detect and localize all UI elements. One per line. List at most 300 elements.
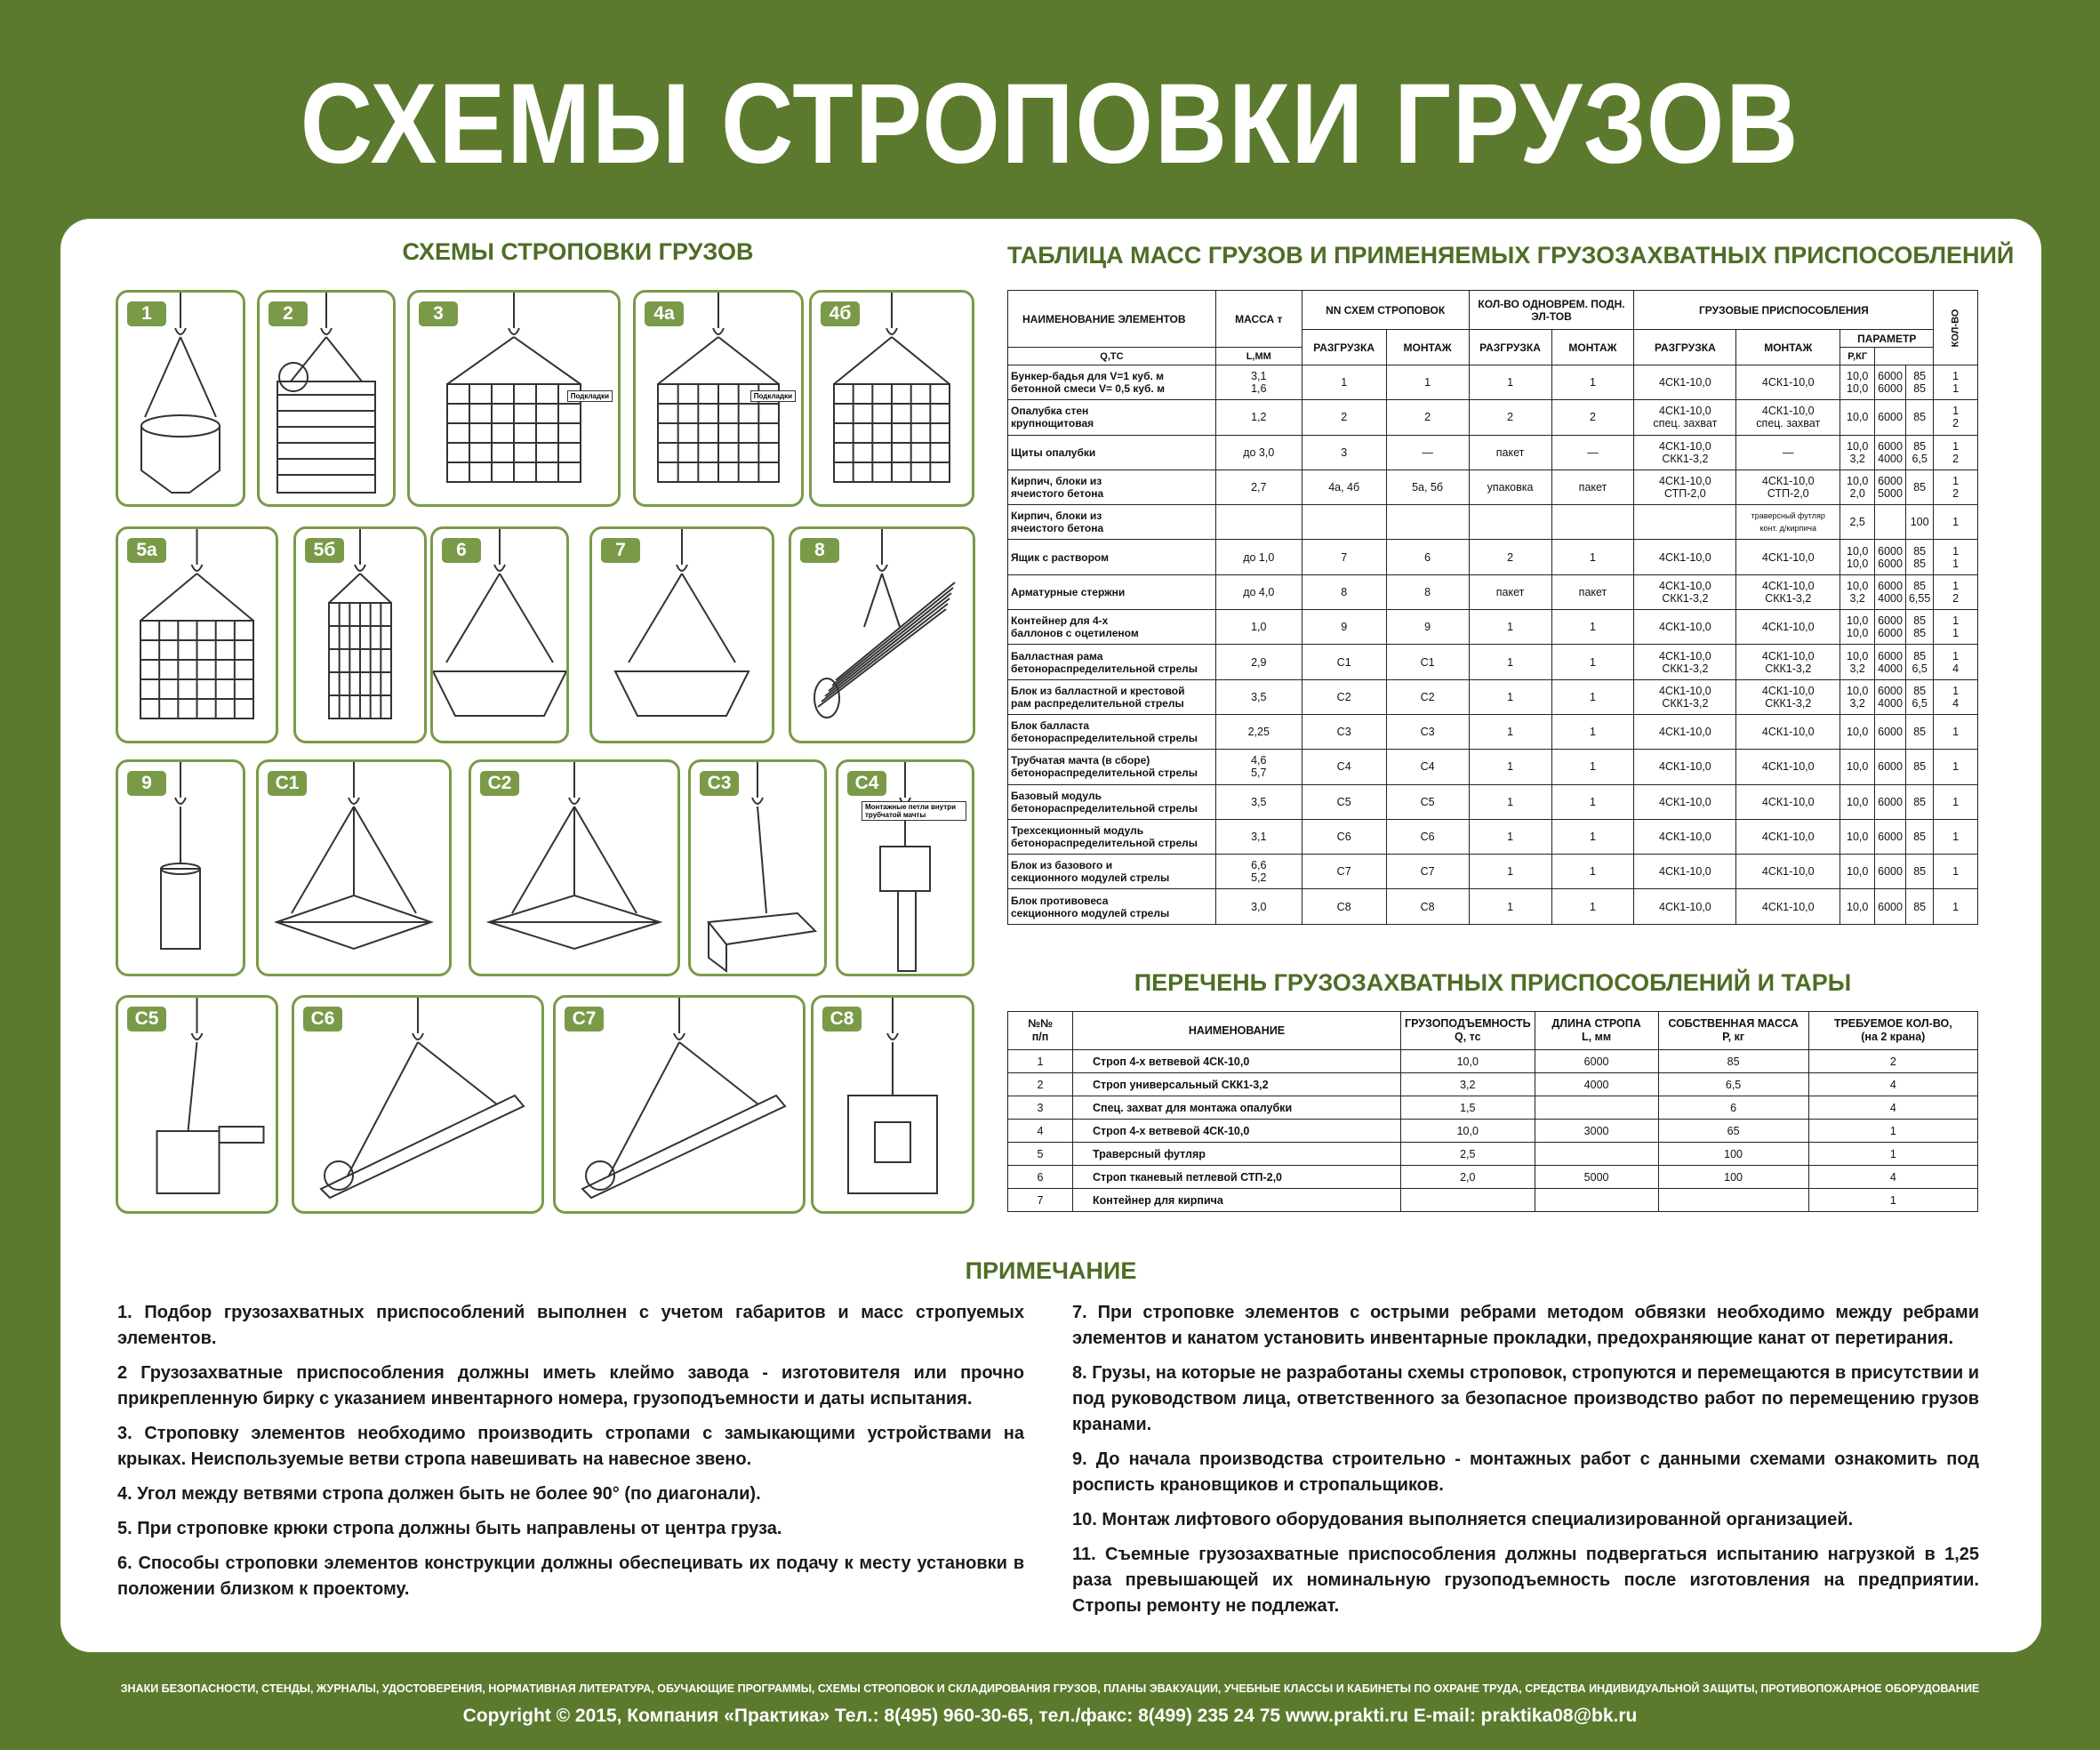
cell-k: 1 (1934, 784, 1978, 819)
cell-mass: 2,9 (1215, 645, 1302, 679)
cell-q: 10,0 3,2 (1840, 574, 1875, 609)
scheme-badge: С2 (480, 771, 519, 796)
scheme-card-6 (116, 526, 278, 743)
cell-q: 10,0 10,0 (1840, 540, 1875, 574)
col-mass: МАССА т (1215, 291, 1302, 348)
cell-d1: 4СК1-10,0 (1634, 819, 1736, 854)
col-count-mount: МОНТАЖ (1551, 330, 1634, 365)
cell-s1: С7 (1302, 855, 1386, 889)
col-q: Q,ТС (1008, 348, 1216, 365)
scheme-card-18 (553, 995, 806, 1214)
cell-s1: С6 (1302, 819, 1386, 854)
loads-row (1008, 784, 1978, 819)
cell-d2: 4СК1-10,0 СКК1-3,2 (1736, 574, 1840, 609)
scheme-badge: С4 (847, 771, 886, 796)
devices-row (1008, 1073, 1978, 1096)
devices-row (1008, 1050, 1978, 1073)
note-item: 3. Строповку элементов необходимо производить стропами с замыкающими устройствами на крыках. Неиспользуемые ветви стропа навешивать на навесное звено. (117, 1424, 1024, 1469)
schemes-title: СХЕМЫ СТРОПОВКИ ГРУЗОВ (402, 238, 754, 265)
cell-mass: 3,1 1,6 (1215, 365, 1302, 400)
cell-q: 10,0 (1401, 1050, 1535, 1073)
cell-p: 85 (1905, 855, 1933, 889)
cell-s1: 4а, 4б (1302, 470, 1386, 504)
cell-l: 6000 (1875, 855, 1906, 889)
cell-p: 85 (1905, 400, 1933, 435)
cell-mass: 3,5 (1215, 679, 1302, 714)
cell-d2: 4СК1-10,0 спец. захват (1736, 400, 1840, 435)
cell-l (1535, 1143, 1658, 1166)
notes-title: ПРИМЕЧАНИЕ (965, 1257, 1137, 1284)
cell-p: 85 (1905, 714, 1933, 749)
note-item: 11. Съемные грузозахватные приспособления должны подвергаться испытанию нагрузкой в 1,25 раза превышающей их номинальную грузоподъемность после изготовления на предприятии. Стропы ремонту не подлежат. (1072, 1545, 1979, 1616)
cell-mass: 2,7 (1215, 470, 1302, 504)
scheme-card-8 (430, 526, 569, 743)
cell-c1: 1 (1469, 610, 1551, 645)
scheme-tag: Подкладки (567, 390, 613, 402)
col-dev-unload: РАЗГРУЗКА (1634, 330, 1736, 365)
cell-d1: 4СК1-10,0 (1634, 714, 1736, 749)
cell-mass: 3,5 (1215, 784, 1302, 819)
cell-mass: до 1,0 (1215, 540, 1302, 574)
cell-k: 1 (1934, 819, 1978, 854)
scheme-card-13 (469, 759, 680, 976)
cell-s2: С1 (1386, 645, 1469, 679)
cell-d2: 4СК1-10,0 (1736, 819, 1840, 854)
loads-row (1008, 365, 1978, 400)
cell-l: 3000 (1535, 1120, 1658, 1143)
scheme-card-11 (116, 759, 245, 976)
cell-q: 10,0 (1840, 889, 1875, 924)
loads-row (1008, 540, 1978, 574)
scheme-badge: 9 (127, 771, 166, 796)
cell-s2: С3 (1386, 714, 1469, 749)
cell-q: 2,5 (1840, 505, 1875, 540)
scheme-card-14 (688, 759, 827, 976)
cell-s2: С8 (1386, 889, 1469, 924)
cell-mass: 3,0 (1215, 889, 1302, 924)
cell-c1: 1 (1469, 889, 1551, 924)
loads-row (1008, 645, 1978, 679)
cell-name: Контейнер для 4-х баллонов с оцетиленом (1008, 610, 1216, 645)
scheme-badge: 5а (127, 538, 166, 563)
loads-row (1008, 400, 1978, 435)
cell-s2: — (1386, 435, 1469, 470)
cell-n: 6 (1008, 1166, 1073, 1189)
cell-q: 1,5 (1401, 1096, 1535, 1120)
cell-c1: 1 (1469, 750, 1551, 784)
devices-row (1008, 1096, 1978, 1120)
cell-p: 100 (1658, 1166, 1808, 1189)
footer-services: ЗНАКИ БЕЗОПАСНОСТИ, СТЕНДЫ, ЖУРНАЛЫ, УДОСТОВЕРЕНИЯ, НОРМАТИВНАЯ ЛИТЕРАТУРА, ОБУЧАЮЩИЕ ПРОГРАММЫ, СХЕМЫ СТРОПОВОК И СКЛАДИРОВАНИЯ ГРУЗОВ, ПЛАНЫ ЭВАКУАЦИИ, УЧЕБНЫЕ КЛАССЫ И КАБИНЕТЫ ПО ОХРАНЕ ТРУДА, СРЕДСТВА ИНДИВИДУАЛЬНОЙ ЗАЩИТЫ, ПРОТИВОПОЖАРНОЕ ОБОРУДОВАНИЕ (120, 1682, 1980, 1695)
cell-c1: упаковка (1469, 470, 1551, 504)
scheme-card-17 (292, 995, 544, 1214)
scheme-card-3 (407, 290, 621, 507)
cell-p (1658, 1189, 1808, 1212)
cell-s2: 2 (1386, 400, 1469, 435)
cell-s2: С7 (1386, 855, 1469, 889)
col-l: L,ММ (1215, 348, 1302, 365)
devices-row (1008, 1189, 1978, 1212)
loads-row (1008, 610, 1978, 645)
cell-name: Спец. захват для монтажа опалубки (1073, 1096, 1401, 1120)
col-nn: NN СХЕМ СТРОПОВОК (1302, 291, 1469, 330)
cell-p: 100 (1905, 505, 1933, 540)
cell-name: Блок противовеса секционного модулей стрелы (1008, 889, 1216, 924)
cell-d1: 4СК1-10,0 (1634, 540, 1736, 574)
scheme-card-7 (293, 526, 427, 743)
cell-p: 85 (1905, 470, 1933, 504)
cell-c1: 1 (1469, 365, 1551, 400)
cell-k: 1 1 (1934, 540, 1978, 574)
cell-s1: С2 (1302, 679, 1386, 714)
cell-q: 10,0 3,2 (1840, 679, 1875, 714)
cell-s2: С5 (1386, 784, 1469, 819)
devices-row (1008, 1166, 1978, 1189)
cell-q: 3,2 (1401, 1073, 1535, 1096)
note-item: 5. При строповке крюки стропа должны быть направлены от центра груза. (117, 1519, 782, 1538)
page-title: СХЕМЫ СТРОПОВКИ ГРУЗОВ (300, 60, 1800, 188)
cell-name: Арматурные стержни (1008, 574, 1216, 609)
cell-q: 10,0 (1840, 400, 1875, 435)
loads-row (1008, 750, 1978, 784)
cell-req: 1 (1808, 1143, 1977, 1166)
cell-q: 10,0 3,2 (1840, 435, 1875, 470)
scheme-badge: С3 (700, 771, 739, 796)
loads-row (1008, 574, 1978, 609)
cell-k: 1 (1934, 714, 1978, 749)
scheme-badge: 5б (305, 538, 344, 563)
cell-l (1535, 1189, 1658, 1212)
cell-k: 1 (1934, 889, 1978, 924)
note-item: 9. До начала производства строительно - монтажных работ с данными схемами ознакомить под росписть крановщиков и стропальщиков. (1072, 1449, 1979, 1495)
cell-s1 (1302, 505, 1386, 540)
cell-c2 (1551, 505, 1634, 540)
cell-c2: 1 (1551, 750, 1634, 784)
devices-row (1008, 1143, 1978, 1166)
t2-col-p: СОБСТВЕННАЯ МАССА Р, кг (1658, 1012, 1808, 1050)
cell-l: 6000 6000 (1875, 610, 1906, 645)
cell-req: 4 (1808, 1073, 1977, 1096)
t2-col-q: ГРУЗОПОДЪЕМНОСТЬ Q, тс (1401, 1012, 1535, 1050)
cell-c1: 1 (1469, 714, 1551, 749)
cell-d1: 4СК1-10,0 СКК1-3,2 (1634, 574, 1736, 609)
cell-mass: 6,6 5,2 (1215, 855, 1302, 889)
cell-c1: пакет (1469, 574, 1551, 609)
cell-k: 1 2 (1934, 470, 1978, 504)
cell-name: Бункер-бадья для V=1 куб. м бетонной смеси V= 0,5 куб. м (1008, 365, 1216, 400)
cell-c2: 1 (1551, 679, 1634, 714)
cell-name: Строп 4-х ветвевой 4СК-10,0 (1073, 1050, 1401, 1073)
loads-table (1007, 290, 1978, 925)
scheme-badge: 4а (645, 301, 684, 326)
cell-c1: 1 (1469, 819, 1551, 854)
cell-d1: 4СК1-10,0 СКК1-3,2 (1634, 645, 1736, 679)
col-param: ПАРАМЕТР (1840, 330, 1934, 348)
cell-c1: 2 (1469, 400, 1551, 435)
cell-p: 85 85 (1905, 365, 1933, 400)
cell-s2 (1386, 505, 1469, 540)
cell-l: 6000 4000 (1875, 679, 1906, 714)
cell-c2: 1 (1551, 855, 1634, 889)
note-item: 6. Способы строповки элементов конструкции должны обеспецивать их подачу к месту установки в положении близком к проектому. (117, 1553, 1024, 1599)
scheme-badge: 6 (442, 538, 481, 563)
cell-n: 7 (1008, 1189, 1073, 1212)
col-count-unload: РАЗГРУЗКА (1469, 330, 1551, 365)
scheme-badge: 3 (419, 301, 458, 326)
loads-row (1008, 714, 1978, 749)
cell-c2: 1 (1551, 714, 1634, 749)
cell-s1: С4 (1302, 750, 1386, 784)
cell-d1: 4СК1-10,0 спец. захват (1634, 400, 1736, 435)
scheme-badge: 7 (601, 538, 640, 563)
cell-d2: 4СК1-10,0 СТП-2,0 (1736, 470, 1840, 504)
cell-l: 6000 (1875, 714, 1906, 749)
cell-s1: 7 (1302, 540, 1386, 574)
cell-p: 85 (1905, 750, 1933, 784)
scheme-card-1 (116, 290, 245, 507)
cell-q: 10,0 (1840, 750, 1875, 784)
loads-row (1008, 435, 1978, 470)
cell-name: Блок из балластной и крестовой рам распределительной стрелы (1008, 679, 1216, 714)
cell-c2: 1 (1551, 365, 1634, 400)
cell-c2: 1 (1551, 645, 1634, 679)
cell-req: 1 (1808, 1120, 1977, 1143)
cell-d2: траверсный футляр конт. д/кирпича (1736, 505, 1840, 540)
scheme-badge: 8 (800, 538, 839, 563)
cell-c2: 1 (1551, 610, 1634, 645)
scheme-badge: 4б (821, 301, 860, 326)
cell-p: 85 85 (1905, 540, 1933, 574)
cell-p: 85 85 (1905, 610, 1933, 645)
table2-title: ПЕРЕЧЕНЬ ГРУЗОЗАХВАТНЫХ ПРИСПОСОБЛЕНИЙ И ТАРЫ (1134, 969, 1852, 996)
t2-col-req: ТРЕБУЕМОЕ КОЛ-ВО, (на 2 крана) (1808, 1012, 1977, 1050)
loads-row (1008, 470, 1978, 504)
cell-l: 6000 4000 (1875, 574, 1906, 609)
cell-q: 10,0 2,0 (1840, 470, 1875, 504)
cell-s1: 1 (1302, 365, 1386, 400)
scheme-badge: С6 (303, 1007, 342, 1032)
cell-d2: 4СК1-10,0 СКК1-3,2 (1736, 679, 1840, 714)
cell-d1: 4СК1-10,0 (1634, 610, 1736, 645)
cell-d2: 4СК1-10,0 (1736, 889, 1840, 924)
cell-s2: 8 (1386, 574, 1469, 609)
cell-d1: 4СК1-10,0 (1634, 889, 1736, 924)
cell-name: Трехсекционный модуль бетонораспределительной стрелы (1008, 819, 1216, 854)
cell-q: 10,0 (1401, 1120, 1535, 1143)
footer-copyright: Copyright © 2015, Компания «Практика» Тел.: 8(495) 960-30-65, тел./факс: 8(499) 235 24 75 www.prakti.ru E-mail: praktika08@bk.ru (462, 1706, 1638, 1726)
cell-c2: — (1551, 435, 1634, 470)
col-name: НАИМЕНОВАНИЕ ЭЛЕМЕНТОВ (1008, 291, 1216, 348)
loads-row (1008, 505, 1978, 540)
cell-d1: 4СК1-10,0 (1634, 855, 1736, 889)
devices-table (1007, 1011, 1978, 1212)
cell-name: Строп универсальный СКК1-3,2 (1073, 1073, 1401, 1096)
scheme-card-15 (836, 759, 974, 976)
cell-c2: 1 (1551, 784, 1634, 819)
cell-s2: 9 (1386, 610, 1469, 645)
cell-q: 10,0 (1840, 819, 1875, 854)
cell-q: 10,0 (1840, 855, 1875, 889)
cell-mass: до 4,0 (1215, 574, 1302, 609)
cell-mass: 1,2 (1215, 400, 1302, 435)
cell-l: 6000 4000 (1875, 645, 1906, 679)
loads-row (1008, 855, 1978, 889)
cell-l: 6000 (1875, 889, 1906, 924)
cell-c2: 1 (1551, 889, 1634, 924)
cell-l: 6000 (1875, 819, 1906, 854)
cell-req: 2 (1808, 1050, 1977, 1073)
cell-q: 10,0 (1840, 714, 1875, 749)
cell-c1: 1 (1469, 645, 1551, 679)
scheme-badge: С8 (822, 1007, 862, 1032)
scheme-badge: 1 (127, 301, 166, 326)
scheme-badge: С1 (268, 771, 307, 796)
scheme-card-19 (811, 995, 974, 1214)
cell-c2: пакет (1551, 574, 1634, 609)
cell-d2: 4СК1-10,0 СКК1-3,2 (1736, 645, 1840, 679)
cell-l: 6000 4000 (1875, 435, 1906, 470)
cell-s1: С8 (1302, 889, 1386, 924)
scheme-tag: Подкладки (750, 390, 796, 402)
cell-c1: 1 (1469, 679, 1551, 714)
cell-name: Блок из базового и секционного модулей стрелы (1008, 855, 1216, 889)
cell-s1: 8 (1302, 574, 1386, 609)
cell-req: 1 (1808, 1189, 1977, 1212)
col-nn-unload: РАЗГРУЗКА (1302, 330, 1386, 365)
cell-name: Строп 4-х ветвевой 4СК-10,0 (1073, 1120, 1401, 1143)
cell-q: 2,0 (1401, 1166, 1535, 1189)
cell-n: 4 (1008, 1120, 1073, 1143)
cell-c2: 2 (1551, 400, 1634, 435)
col-dev-mount: МОНТАЖ (1736, 330, 1840, 365)
t2-col-n: №№ п/п (1008, 1012, 1073, 1050)
cell-l: 6000 6000 (1875, 540, 1906, 574)
cell-q (1401, 1189, 1535, 1212)
cell-c1: 1 (1469, 784, 1551, 819)
cell-c1: пакет (1469, 435, 1551, 470)
cell-p: 65 (1658, 1120, 1808, 1143)
cell-d2: 4СК1-10,0 (1736, 750, 1840, 784)
cell-name: Контейнер для кирпича (1073, 1189, 1401, 1212)
cell-s1: 2 (1302, 400, 1386, 435)
cell-s1: С5 (1302, 784, 1386, 819)
cell-d1: 4СК1-10,0 (1634, 365, 1736, 400)
devices-row (1008, 1120, 1978, 1143)
scheme-tag: Монтажные петли внутри трубчатой мачты (862, 801, 966, 821)
cell-d1: 4СК1-10,0 СКК1-3,2 (1634, 679, 1736, 714)
scheme-card-9 (589, 526, 774, 743)
cell-k: 1 2 (1934, 574, 1978, 609)
cell-k: 1 2 (1934, 400, 1978, 435)
cell-n: 2 (1008, 1073, 1073, 1096)
cell-d1 (1634, 505, 1736, 540)
cell-l: 6000 (1875, 784, 1906, 819)
cell-l: 6000 5000 (1875, 470, 1906, 504)
cell-l: 4000 (1535, 1073, 1658, 1096)
cell-q: 10,0 (1840, 784, 1875, 819)
cell-k: 1 (1934, 750, 1978, 784)
cell-p: 85 6,5 (1905, 645, 1933, 679)
col-nn-mount: МОНТАЖ (1386, 330, 1469, 365)
cell-name: Кирпич, блоки из ячеистого бетона (1008, 470, 1216, 504)
cell-c1: 2 (1469, 540, 1551, 574)
scheme-card-4 (633, 290, 804, 507)
cell-l: 6000 (1875, 400, 1906, 435)
cell-k: 1 (1934, 505, 1978, 540)
cell-s1: 3 (1302, 435, 1386, 470)
cell-name: Опалубка стен крупнощитовая (1008, 400, 1216, 435)
cell-n: 5 (1008, 1143, 1073, 1166)
cell-s2: 1 (1386, 365, 1469, 400)
cell-mass: 4,6 5,7 (1215, 750, 1302, 784)
cell-d1: 4СК1-10,0 СКК1-3,2 (1634, 435, 1736, 470)
cell-d2: 4СК1-10,0 (1736, 714, 1840, 749)
cell-k: 1 (1934, 855, 1978, 889)
scheme-card-5 (809, 290, 974, 507)
cell-mass (1215, 505, 1302, 540)
cell-name: Кирпич, блоки из ячеистого бетона (1008, 505, 1216, 540)
cell-n: 1 (1008, 1050, 1073, 1073)
cell-mass: 3,1 (1215, 819, 1302, 854)
cell-d1: 4СК1-10,0 (1634, 750, 1736, 784)
cell-p: 85 (1658, 1050, 1808, 1073)
cell-q: 10,0 10,0 (1840, 610, 1875, 645)
scheme-badge: С5 (127, 1007, 166, 1032)
cell-l (1535, 1096, 1658, 1120)
cell-name: Базовый модуль бетонораспределительной стрелы (1008, 784, 1216, 819)
scheme-card-16 (116, 995, 278, 1214)
cell-l: 6000 (1535, 1050, 1658, 1073)
note-item: 10. Монтаж лифтового оборудования выполняется специализированной организацией. (1072, 1510, 1854, 1529)
cell-d2: — (1736, 435, 1840, 470)
cell-k: 1 2 (1934, 435, 1978, 470)
cell-d2: 4СК1-10,0 (1736, 610, 1840, 645)
cell-name: Щиты опалубки (1008, 435, 1216, 470)
cell-name: Блок балласта бетонораспределительной стрелы (1008, 714, 1216, 749)
note-item: 8. Грузы, на которые не разработаны схемы строповок, стропуются и перемещаются в присутствии и под руководством лица, ответственного за безопасное производство работ по перемещению грузов кранами. (1072, 1363, 1979, 1434)
cell-mass: до 3,0 (1215, 435, 1302, 470)
cell-s1: 9 (1302, 610, 1386, 645)
loads-row (1008, 819, 1978, 854)
cell-p: 85 (1905, 819, 1933, 854)
table1-title: ТАБЛИЦА МАСС ГРУЗОВ И ПРИМЕНЯЕМЫХ ГРУЗОЗАХВАТНЫХ ПРИСПОСОБЛЕНИЙ (1007, 242, 2015, 269)
cell-n: 3 (1008, 1096, 1073, 1120)
cell-p: 100 (1658, 1143, 1808, 1166)
cell-l: 6000 (1875, 750, 1906, 784)
cell-name: Трубчатая мачта (в сборе) бетонораспределительной стрелы (1008, 750, 1216, 784)
t2-col-l: ДЛИНА СТРОПА L, мм (1535, 1012, 1658, 1050)
scheme-badge: С7 (565, 1007, 604, 1032)
cell-d2: 4СК1-10,0 (1736, 855, 1840, 889)
scheme-badge: 2 (269, 301, 308, 326)
col-qty: КОЛ-ВО (1934, 291, 1978, 365)
cell-p: 85 6,5 (1905, 679, 1933, 714)
cell-k: 1 4 (1934, 679, 1978, 714)
cell-s2: С4 (1386, 750, 1469, 784)
cell-k: 1 4 (1934, 645, 1978, 679)
cell-c2: 1 (1551, 819, 1634, 854)
cell-q: 10,0 10,0 (1840, 365, 1875, 400)
col-count: КОЛ-ВО ОДНОВРЕМ. ПОДН. ЭЛ-ТОВ (1469, 291, 1634, 330)
notes-left (117, 1300, 1024, 1611)
cell-q: 10,0 3,2 (1840, 645, 1875, 679)
note-item: 4. Угол между ветвями стропа должен быть не более 90° (по диагонали). (117, 1484, 761, 1504)
cell-name: Балластная рама бетонораспределительной стрелы (1008, 645, 1216, 679)
cell-c1: 1 (1469, 855, 1551, 889)
col-devices: ГРУЗОВЫЕ ПРИСПОСОБЛЕНИЯ (1634, 291, 1934, 330)
notes-right (1072, 1300, 1979, 1628)
cell-s2: С6 (1386, 819, 1469, 854)
